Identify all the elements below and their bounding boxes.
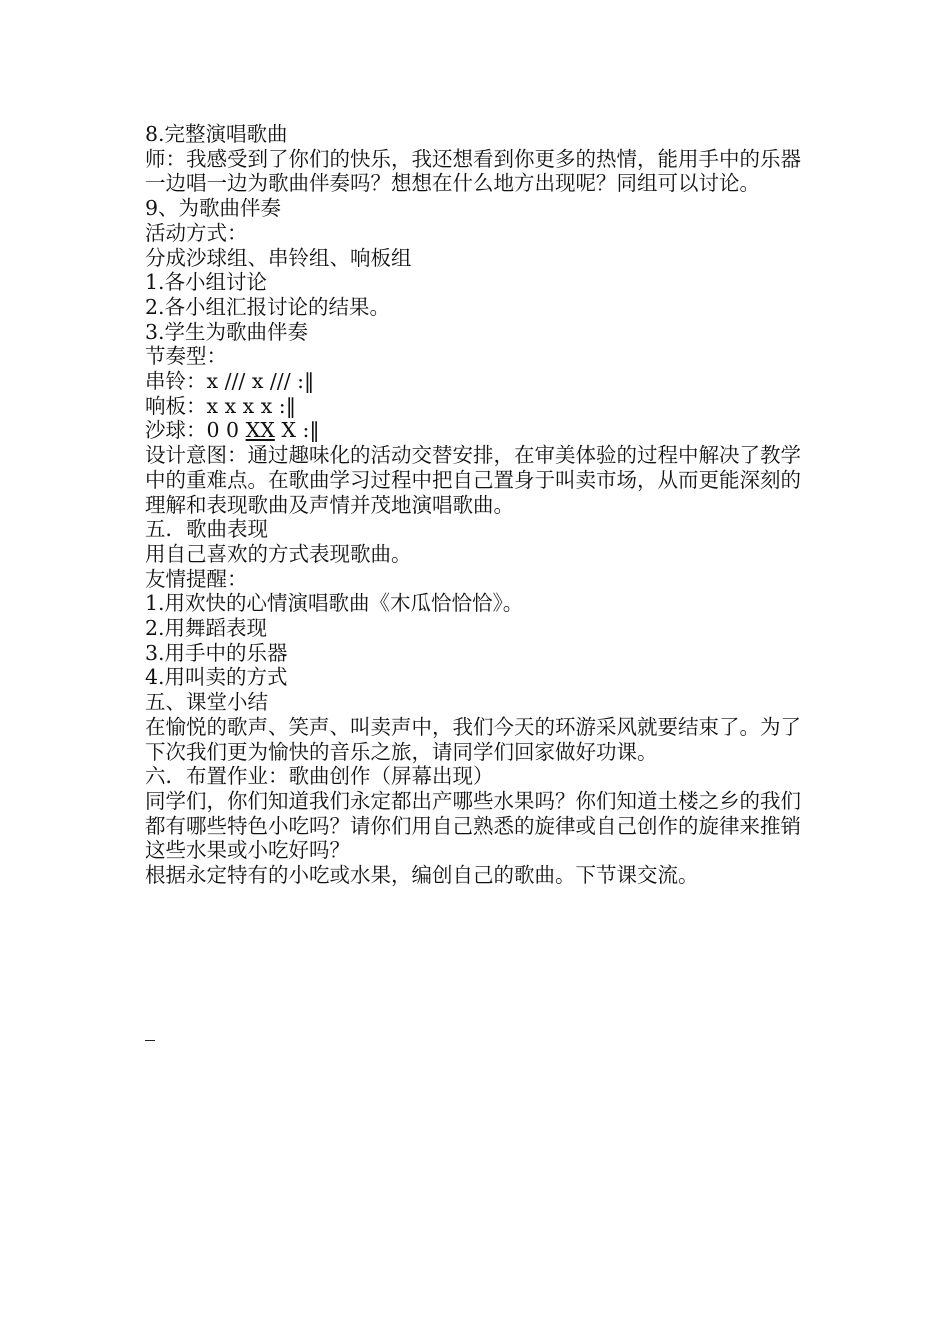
rhythm-label: 节奏型： <box>145 344 227 369</box>
design-intent-paragraph: 设计意图：通过趣味化的活动交替安排，在审美体验的过程中解决了教学中的重难点。在歌曲学习过程中把自己置身于叫卖市场，从而更能深刻的理解和表现歌曲及声情并茂地演唱歌曲。 <box>145 443 801 517</box>
section-8-paragraph: 师：我感受到了你们的快乐，我还想看到你更多的热情，能用手中的乐器一边唱一边为歌曲伴奏吗？想想在什么地方出现呢？同组可以讨论。 <box>145 146 801 196</box>
step-2: 2.各小组汇报讨论的结果。 <box>145 294 391 319</box>
summary-title: 五、课堂小结 <box>145 690 268 715</box>
rhythm-maracas-suffix: X :‖ <box>274 418 320 443</box>
tip-1: 1.用欢快的心情演唱歌曲《木瓜恰恰恰》。 <box>145 591 524 616</box>
document-page <box>145 122 815 888</box>
rhythm-maracas <box>145 418 815 443</box>
section-6-final: 根据永定特有的小吃或水果，编创自己的歌曲。下节课交流。 <box>145 863 699 888</box>
section-5-text: 用自己喜欢的方式表现歌曲。 <box>145 541 412 566</box>
rhythm-maracas-underlined: XX <box>245 418 275 443</box>
tips-label: 友情提醒： <box>145 566 248 591</box>
rhythm-maracas-prefix: 沙球：0 0 <box>145 418 246 443</box>
section-9-title: 9、为歌曲伴奏 <box>145 196 282 221</box>
step-3: 3.学生为歌曲伴奏 <box>145 319 309 344</box>
section-6-paragraph: 同学们，你们知道我们永定都出产哪些水果吗？你们知道土楼之乡的我们都有哪些特色小吃吗？请你们用自己熟悉的旋律或自己创作的旋律来推销这些水果或小吃好吗？ <box>145 788 801 863</box>
tip-4: 4.用叫卖的方式 <box>145 665 288 690</box>
section-8-title: 8.完整演唱歌曲 <box>145 122 288 146</box>
step-1: 1.各小组讨论 <box>145 270 268 295</box>
activity-label: 活动方式： <box>145 220 248 245</box>
end-mark-divider <box>145 1040 155 1041</box>
rhythm-bells: 串铃：x /// x /// :‖ <box>145 369 315 394</box>
groups-line: 分成沙球组、串铃组、响板组 <box>145 245 412 270</box>
tip-3: 3.用手中的乐器 <box>145 640 288 665</box>
tip-2: 2.用舞蹈表现 <box>145 616 268 641</box>
section-5-title: 五．歌曲表现 <box>145 517 268 542</box>
section-6-title: 六．布置作业：歌曲创作（屏幕出现） <box>145 764 494 789</box>
rhythm-clappers: 响板：x x x x :‖ <box>145 393 296 418</box>
summary-paragraph: 在愉悦的歌声、笑声、叫卖声中，我们今天的环游采风就要结束了。为了下次我们更为愉快的音乐之旅，请同学们回家做好功课。 <box>145 714 801 764</box>
